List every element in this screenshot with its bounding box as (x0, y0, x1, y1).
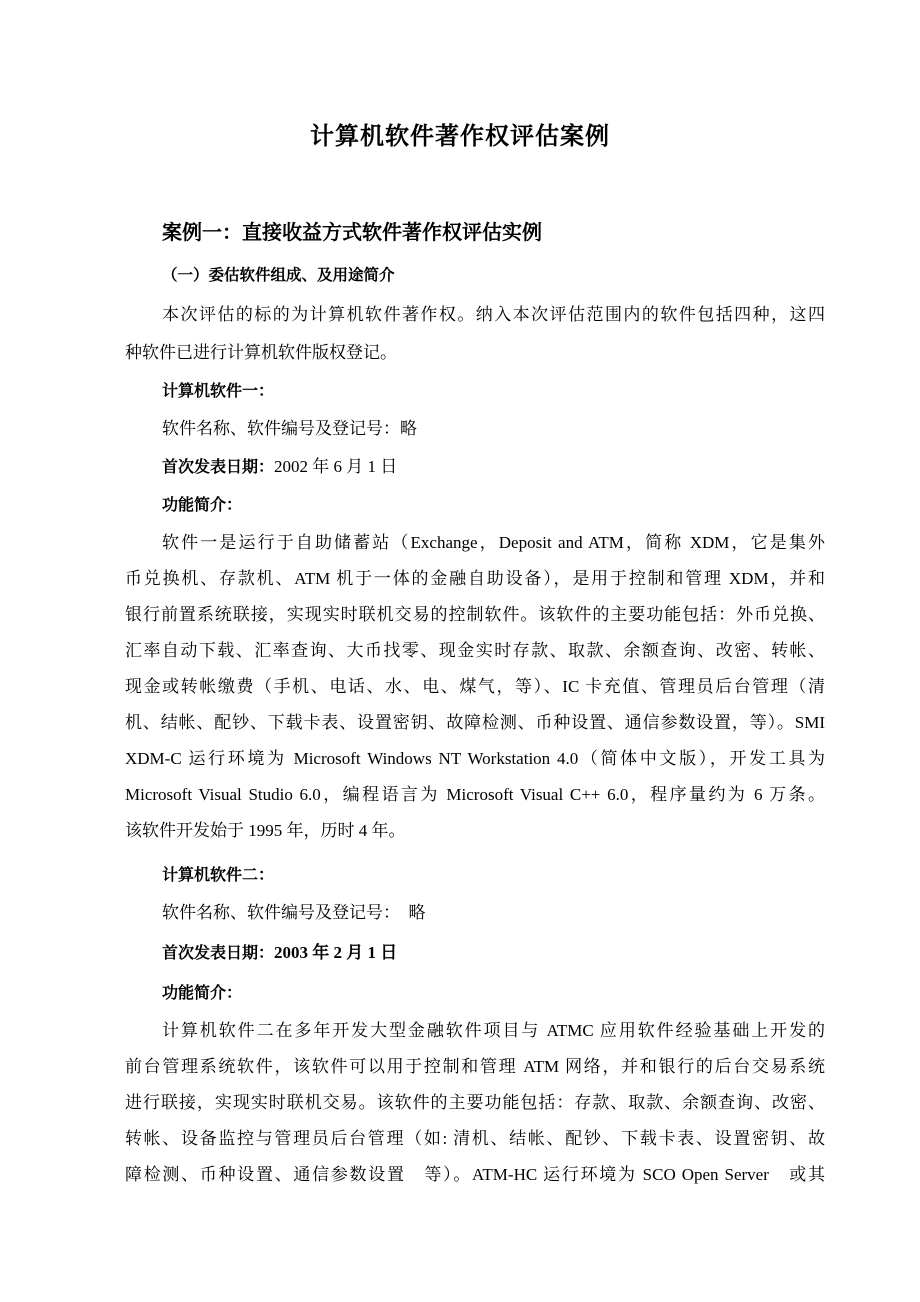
software1-description-line: 汇率自动下载、汇率查询、大币找零、现金实时存款、取款、余额查询、改密、转帐、 (125, 641, 825, 660)
software2-date-line (162, 940, 397, 967)
software2-description-line: 转帐、设备监控与管理员后台管理（如: 清机、结帐、配钞、下载卡表、设置密钥、故 (125, 1129, 825, 1148)
software2-name-line: 软件名称、软件编号及登记号： 略 (162, 903, 426, 922)
software1-date-label: 首次发表日期： (162, 457, 275, 476)
document-title: 计算机软件著作权评估案例 (310, 122, 610, 150)
software1-heading: 计算机软件一： (162, 381, 275, 400)
software1-description-line: 机、结帐、配钞、下载卡表、设置密钥、故障检测、币种设置、通信参数设置，等）。SMI (125, 713, 825, 732)
software1-description-line: Microsoft Visual Studio 6.0，编程语言为 Microsoft Visual C++ 6.0，程序量约为 6 万条。 (125, 785, 825, 804)
software2-description-line: 前台管理系统软件，该软件可以用于控制和管理 ATM 网络，并和银行的后台交易系统 (125, 1057, 825, 1076)
software1-date-line (162, 454, 397, 481)
software2-date-value: 2003 年 2 月 1 日 (274, 943, 398, 962)
software1-description-line: XDM-C 运行环境为 Microsoft Windows NT Workstation 4.0（简体中文版），开发工具为 (125, 749, 825, 768)
intro-line: 种软件已进行计算机软件版权登记。 (125, 343, 397, 362)
software1-name-line: 软件名称、软件编号及登记号：略 (162, 419, 417, 438)
software1-description-line: 软件一是运行于自助储蓄站（Exchange，Deposit and ATM，简称 XDM，它是集外 (162, 533, 825, 552)
software1-description-line: 现金或转帐缴费（手机、电话、水、电、煤气，等）、IC 卡充值、管理员后台管理（清 (125, 677, 825, 696)
software2-description-line: 障检测、币种设置、通信参数设置 等）。ATM-HC 运行环境为 SCO Open Server 或其 (125, 1165, 825, 1184)
software2-description-line: 计算机软件二在多年开发大型金融软件项目与 ATMC 应用软件经验基础上开发的 (162, 1021, 825, 1040)
software2-description-line: 进行联接，实现实时联机交易。该软件的主要功能包括：存款、取款、余额查询、改密、 (125, 1093, 825, 1112)
software1-description-line: 币兑换机、存款机、ATM 机于一体的金融自助设备），是用于控制和管理 XDM，并和 (125, 569, 825, 588)
software2-heading: 计算机软件二： (162, 865, 275, 884)
case-heading: 案例一：直接收益方式软件著作权评估实例 (162, 220, 542, 244)
software1-description-line: 银行前置系统联接，实现实时联机交易的控制软件。该软件的主要功能包括：外币兑换、 (125, 605, 825, 624)
software2-date-label: 首次发表日期： (162, 943, 275, 962)
software2-function-label: 功能简介： (162, 983, 243, 1002)
intro-line: 本次评估的标的为计算机软件著作权。纳入本次评估范围内的软件包括四种，这四 (162, 305, 825, 324)
software1-function-label: 功能简介： (162, 495, 243, 514)
software1-date-value: 2002 年 6 月 1 日 (274, 457, 398, 476)
software1-description-line: 该软件开发始于 1995 年，历时 4 年。 (125, 821, 406, 840)
section-heading: （一）委估软件组成、及用途简介 (162, 266, 395, 284)
